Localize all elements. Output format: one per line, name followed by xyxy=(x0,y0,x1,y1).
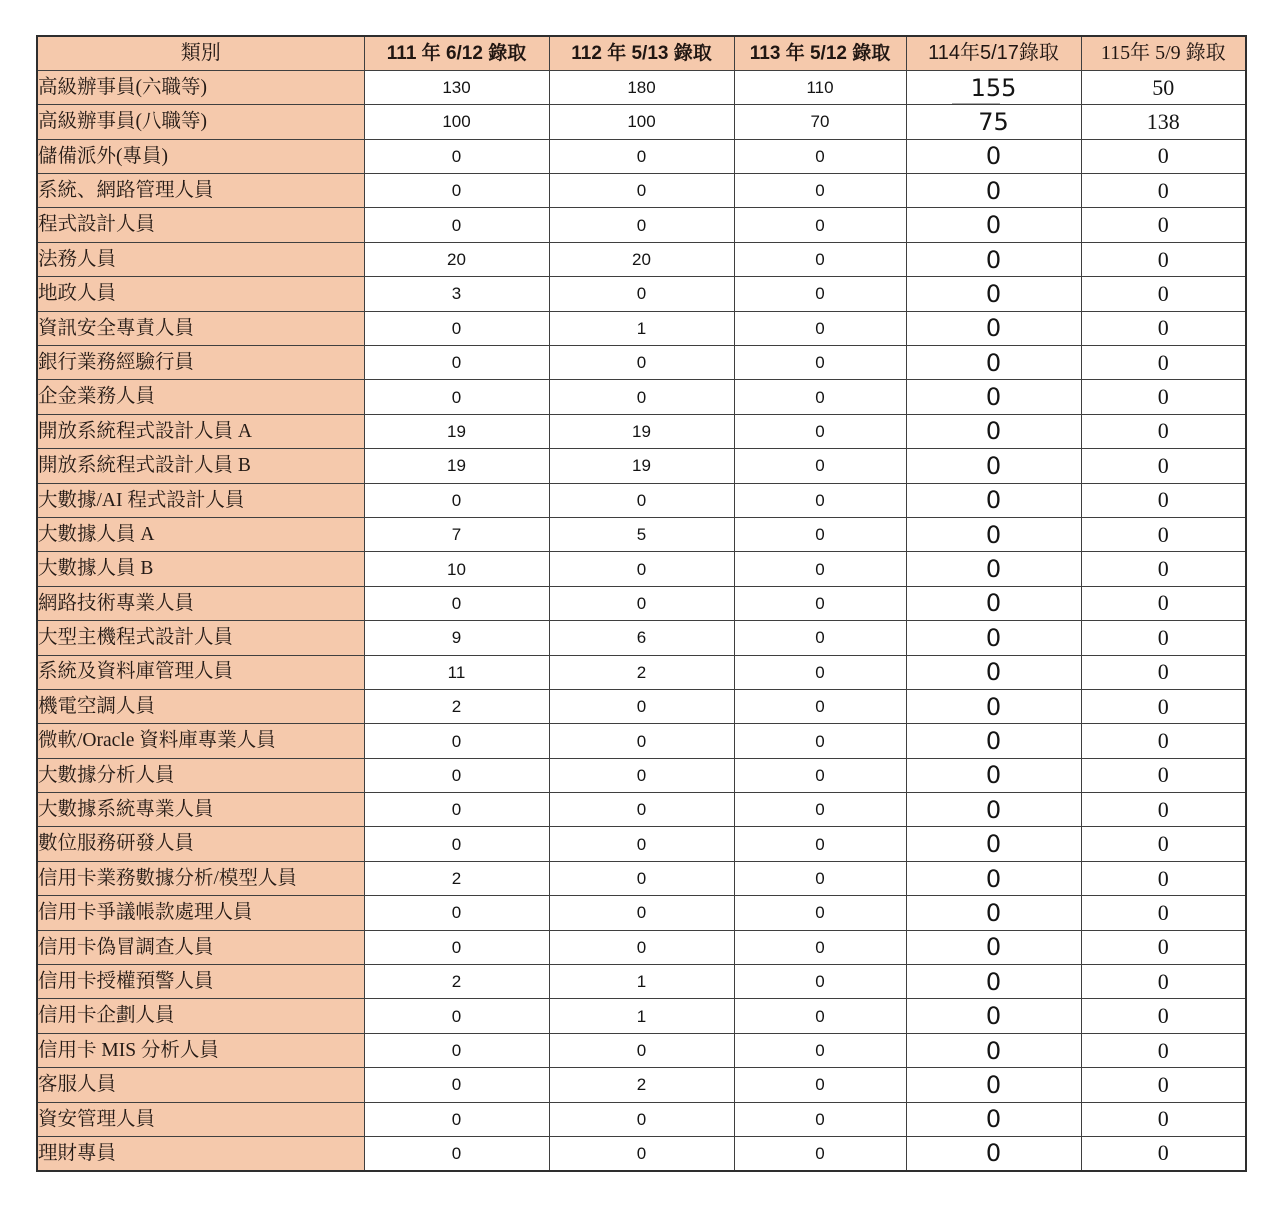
value-cell: 0 xyxy=(1081,827,1246,861)
value-cell: 100 xyxy=(364,105,549,139)
table-row xyxy=(37,483,1246,517)
category-cell: 系統及資料庫管理人員 xyxy=(37,655,364,689)
value-cell: 0 xyxy=(734,930,906,964)
category-cell: 大數據系統專業人員 xyxy=(37,793,364,827)
table-row xyxy=(37,139,1246,173)
value-cell: 0 xyxy=(906,552,1081,586)
value-cell: 180 xyxy=(549,70,734,104)
value-cell: 0 xyxy=(1081,724,1246,758)
category-cell: 信用卡授權預警人員 xyxy=(37,965,364,999)
value-cell: 0 xyxy=(906,242,1081,276)
value-cell: 0 xyxy=(1081,896,1246,930)
value-cell: 0 xyxy=(549,827,734,861)
category-cell: 高級辦事員(八職等) xyxy=(37,105,364,139)
year-column-header: 111 年 6/12 錄取 xyxy=(364,36,549,70)
category-cell: 儲備派外(專員) xyxy=(37,139,364,173)
value-cell: 75 xyxy=(906,105,1081,139)
value-cell: 0 xyxy=(364,1033,549,1067)
value-cell: 0 xyxy=(734,689,906,723)
table-row xyxy=(37,346,1246,380)
value-cell: 0 xyxy=(549,724,734,758)
value-cell: 2 xyxy=(549,1068,734,1102)
value-cell: 0 xyxy=(364,999,549,1033)
value-cell: 0 xyxy=(1081,758,1246,792)
value-cell: 0 xyxy=(549,552,734,586)
category-cell: 微軟/Oracle 資料庫專業人員 xyxy=(37,724,364,758)
value-cell: 0 xyxy=(906,139,1081,173)
value-cell: 0 xyxy=(549,586,734,620)
value-cell: 0 xyxy=(364,483,549,517)
value-cell: 19 xyxy=(549,414,734,448)
table-row xyxy=(37,827,1246,861)
value-cell: 138 xyxy=(1081,105,1246,139)
category-cell: 網路技術專業人員 xyxy=(37,586,364,620)
value-cell: 0 xyxy=(734,1068,906,1102)
value-cell: 0 xyxy=(549,346,734,380)
value-cell: 0 xyxy=(734,621,906,655)
value-cell: 0 xyxy=(734,449,906,483)
value-cell: 0 xyxy=(906,449,1081,483)
table-body xyxy=(37,70,1246,1171)
value-cell: 0 xyxy=(1081,517,1246,551)
value-cell: 0 xyxy=(734,380,906,414)
value-cell: 0 xyxy=(906,586,1081,620)
value-cell: 0 xyxy=(906,380,1081,414)
value-cell: 0 xyxy=(906,311,1081,345)
value-cell: 0 xyxy=(549,380,734,414)
category-cell: 銀行業務經驗行員 xyxy=(37,346,364,380)
category-cell: 開放系統程式設計人員 A xyxy=(37,414,364,448)
value-cell: 0 xyxy=(1081,1068,1246,1102)
table-row xyxy=(37,380,1246,414)
table-row xyxy=(37,655,1246,689)
value-cell: 0 xyxy=(906,896,1081,930)
category-cell: 大數據人員 A xyxy=(37,517,364,551)
value-cell: 130 xyxy=(364,70,549,104)
value-cell: 0 xyxy=(734,208,906,242)
value-cell: 0 xyxy=(549,930,734,964)
value-cell: 0 xyxy=(906,346,1081,380)
category-cell: 信用卡 MIS 分析人員 xyxy=(37,1033,364,1067)
value-cell: 0 xyxy=(1081,655,1246,689)
value-cell: 0 xyxy=(734,965,906,999)
table-row xyxy=(37,724,1246,758)
category-cell: 資安管理人員 xyxy=(37,1102,364,1136)
value-cell: 0 xyxy=(1081,208,1246,242)
value-cell: 7 xyxy=(364,517,549,551)
value-cell: 0 xyxy=(734,242,906,276)
table-row xyxy=(37,1033,1246,1067)
table-row xyxy=(37,517,1246,551)
value-cell: 0 xyxy=(1081,861,1246,895)
value-cell: 5 xyxy=(549,517,734,551)
value-cell: 0 xyxy=(906,827,1081,861)
value-cell: 0 xyxy=(1081,380,1246,414)
value-cell: 0 xyxy=(1081,689,1246,723)
value-cell: 0 xyxy=(549,483,734,517)
value-cell: 0 xyxy=(364,586,549,620)
category-cell: 信用卡偽冒調查人員 xyxy=(37,930,364,964)
value-cell: 0 xyxy=(1081,1033,1246,1067)
value-cell: 0 xyxy=(1081,930,1246,964)
value-cell: 0 xyxy=(906,689,1081,723)
value-cell: 6 xyxy=(549,621,734,655)
value-cell: 0 xyxy=(734,861,906,895)
category-cell: 法務人員 xyxy=(37,242,364,276)
value-cell: 0 xyxy=(364,174,549,208)
value-cell: 110 xyxy=(734,70,906,104)
value-cell: 0 xyxy=(734,896,906,930)
value-cell: 0 xyxy=(364,1137,549,1171)
category-cell: 地政人員 xyxy=(37,277,364,311)
value-cell: 0 xyxy=(734,277,906,311)
value-cell: 1 xyxy=(549,965,734,999)
value-cell: 0 xyxy=(906,1137,1081,1171)
table-row xyxy=(37,414,1246,448)
value-cell: 0 xyxy=(906,965,1081,999)
year-column-header: 115年 5/9 錄取 xyxy=(1081,36,1246,70)
value-cell: 0 xyxy=(1081,174,1246,208)
value-cell: 70 xyxy=(734,105,906,139)
category-cell: 機電空調人員 xyxy=(37,689,364,723)
value-cell: 0 xyxy=(906,1102,1081,1136)
value-cell: 0 xyxy=(549,861,734,895)
value-cell: 100 xyxy=(549,105,734,139)
value-cell: 0 xyxy=(734,346,906,380)
value-cell: 20 xyxy=(364,242,549,276)
value-cell: 0 xyxy=(1081,139,1246,173)
value-cell: 0 xyxy=(1081,483,1246,517)
table-row xyxy=(37,586,1246,620)
category-column-header: 類別 xyxy=(37,36,364,70)
value-cell: 0 xyxy=(364,758,549,792)
value-cell: 0 xyxy=(549,1033,734,1067)
value-cell: 0 xyxy=(906,655,1081,689)
value-cell: 0 xyxy=(906,1068,1081,1102)
table-row xyxy=(37,277,1246,311)
value-cell: 0 xyxy=(906,483,1081,517)
value-cell: 0 xyxy=(549,277,734,311)
value-cell: 0 xyxy=(549,208,734,242)
value-cell: 0 xyxy=(906,999,1081,1033)
value-cell: 2 xyxy=(549,655,734,689)
value-cell: 0 xyxy=(906,277,1081,311)
value-cell: 0 xyxy=(734,1137,906,1171)
value-cell: 0 xyxy=(364,724,549,758)
category-cell: 大型主機程式設計人員 xyxy=(37,621,364,655)
value-cell: 0 xyxy=(734,999,906,1033)
value-cell: 0 xyxy=(549,1137,734,1171)
category-cell: 信用卡業務數據分析/模型人員 xyxy=(37,861,364,895)
value-cell: 0 xyxy=(1081,311,1246,345)
value-cell: 0 xyxy=(549,758,734,792)
category-cell: 開放系統程式設計人員 B xyxy=(37,449,364,483)
header-row xyxy=(37,36,1246,70)
table-row xyxy=(37,689,1246,723)
value-cell: 0 xyxy=(734,758,906,792)
value-cell: 0 xyxy=(364,380,549,414)
value-cell: 0 xyxy=(364,311,549,345)
value-cell: 2 xyxy=(364,861,549,895)
value-cell: 0 xyxy=(734,483,906,517)
value-cell: 0 xyxy=(364,1068,549,1102)
value-cell: 0 xyxy=(734,517,906,551)
value-cell: 3 xyxy=(364,277,549,311)
value-cell: 0 xyxy=(906,517,1081,551)
value-cell: 0 xyxy=(906,174,1081,208)
table-row xyxy=(37,1102,1246,1136)
category-cell: 理財專員 xyxy=(37,1137,364,1171)
value-cell: 10 xyxy=(364,552,549,586)
table-row xyxy=(37,930,1246,964)
category-cell: 大數據/AI 程式設計人員 xyxy=(37,483,364,517)
value-cell: 0 xyxy=(734,793,906,827)
category-cell: 數位服務研發人員 xyxy=(37,827,364,861)
table-row xyxy=(37,621,1246,655)
value-cell: 0 xyxy=(734,139,906,173)
value-cell: 0 xyxy=(906,793,1081,827)
category-cell: 系統、網路管理人員 xyxy=(37,174,364,208)
value-cell: 0 xyxy=(734,174,906,208)
value-cell: 0 xyxy=(734,311,906,345)
category-cell: 資訊安全專責人員 xyxy=(37,311,364,345)
value-cell: 0 xyxy=(1081,1102,1246,1136)
value-cell: 0 xyxy=(734,724,906,758)
value-cell: 0 xyxy=(549,1102,734,1136)
value-cell: 0 xyxy=(549,689,734,723)
value-cell: 0 xyxy=(734,552,906,586)
value-cell: 0 xyxy=(549,896,734,930)
table-row xyxy=(37,999,1246,1033)
recruitment-results-table xyxy=(36,35,1247,1172)
value-cell: 0 xyxy=(1081,242,1246,276)
category-cell: 信用卡爭議帳款處理人員 xyxy=(37,896,364,930)
year-column-header: 112 年 5/13 錄取 xyxy=(549,36,734,70)
value-cell: 2 xyxy=(364,965,549,999)
value-cell: 0 xyxy=(364,793,549,827)
value-cell: 0 xyxy=(734,1102,906,1136)
table-row xyxy=(37,552,1246,586)
value-cell: 0 xyxy=(734,1033,906,1067)
value-cell: 1 xyxy=(549,311,734,345)
value-cell: 0 xyxy=(906,724,1081,758)
year-column-header: 113 年 5/12 錄取 xyxy=(734,36,906,70)
table-row xyxy=(37,896,1246,930)
table-row xyxy=(37,965,1246,999)
table-row xyxy=(37,758,1246,792)
value-cell: 0 xyxy=(364,930,549,964)
category-cell: 信用卡企劃人員 xyxy=(37,999,364,1033)
value-cell: 0 xyxy=(906,930,1081,964)
value-cell: 0 xyxy=(549,139,734,173)
year-column-header: 114年5/17錄取 xyxy=(906,36,1081,70)
table-row xyxy=(37,208,1246,242)
table-row xyxy=(37,242,1246,276)
value-cell: 0 xyxy=(1081,552,1246,586)
table-row xyxy=(37,1068,1246,1102)
value-cell: 2 xyxy=(364,689,549,723)
value-cell: 0 xyxy=(549,174,734,208)
value-cell: 19 xyxy=(364,414,549,448)
value-cell: 0 xyxy=(549,793,734,827)
value-cell: 9 xyxy=(364,621,549,655)
category-cell: 程式設計人員 xyxy=(37,208,364,242)
value-cell: 0 xyxy=(364,139,549,173)
value-cell: 0 xyxy=(906,861,1081,895)
value-cell: 0 xyxy=(734,827,906,861)
value-cell: 0 xyxy=(364,896,549,930)
value-cell: 0 xyxy=(1081,793,1246,827)
value-cell: 0 xyxy=(1081,999,1246,1033)
value-cell: 0 xyxy=(1081,621,1246,655)
value-cell: 1 xyxy=(549,999,734,1033)
category-cell: 高級辦事員(六職等) xyxy=(37,70,364,104)
value-cell: 0 xyxy=(1081,1137,1246,1171)
value-cell: 0 xyxy=(1081,449,1246,483)
category-cell: 客服人員 xyxy=(37,1068,364,1102)
value-cell: 0 xyxy=(1081,277,1246,311)
table-row xyxy=(37,174,1246,208)
category-cell: 大數據分析人員 xyxy=(37,758,364,792)
value-cell: 155 xyxy=(906,70,1081,104)
value-cell: 0 xyxy=(364,208,549,242)
value-cell: 0 xyxy=(364,1102,549,1136)
value-cell: 0 xyxy=(1081,965,1246,999)
table-row xyxy=(37,861,1246,895)
table-row xyxy=(37,1137,1246,1171)
value-cell: 0 xyxy=(734,586,906,620)
value-cell: 0 xyxy=(364,346,549,380)
value-cell: 0 xyxy=(906,1033,1081,1067)
table-row xyxy=(37,105,1246,139)
value-cell: 19 xyxy=(549,449,734,483)
value-cell: 20 xyxy=(549,242,734,276)
category-cell: 企金業務人員 xyxy=(37,380,364,414)
value-cell: 19 xyxy=(364,449,549,483)
value-cell: 0 xyxy=(734,655,906,689)
table-row xyxy=(37,311,1246,345)
value-cell: 11 xyxy=(364,655,549,689)
category-cell: 大數據人員 B xyxy=(37,552,364,586)
value-cell: 0 xyxy=(906,758,1081,792)
value-cell: 0 xyxy=(906,208,1081,242)
value-cell: 50 xyxy=(1081,70,1246,104)
table-row xyxy=(37,70,1246,104)
value-cell: 0 xyxy=(734,414,906,448)
value-cell: 0 xyxy=(906,621,1081,655)
value-cell: 0 xyxy=(906,414,1081,448)
value-cell: 0 xyxy=(1081,586,1246,620)
value-cell: 0 xyxy=(1081,346,1246,380)
value-cell: 0 xyxy=(364,827,549,861)
table-row xyxy=(37,793,1246,827)
value-cell: 0 xyxy=(1081,414,1246,448)
table-row xyxy=(37,449,1246,483)
